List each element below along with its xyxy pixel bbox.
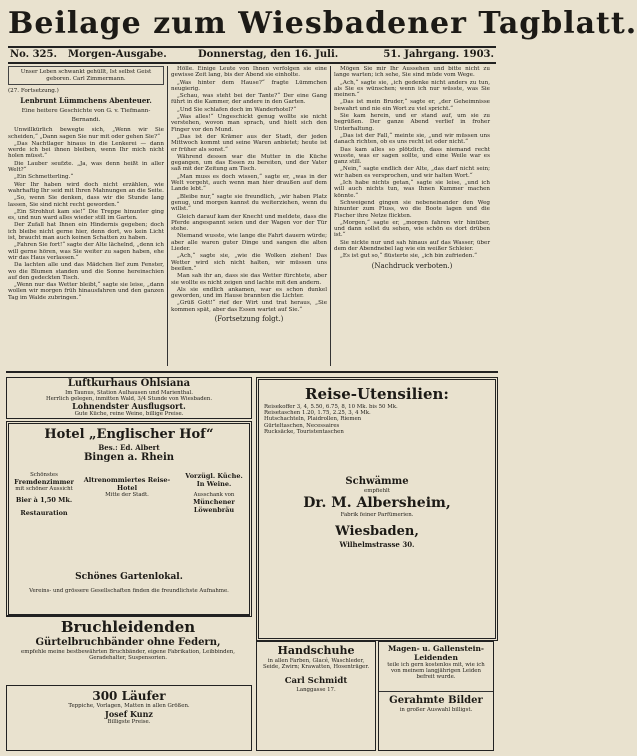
story-title: Lenbrunt Lümmchens Abenteuer. xyxy=(20,96,152,106)
paragraph: „Man muss es doch wissen,“ sagte er, „was in der Welt vorgeht, auch wenn man hier draußen auf dem Lande lebt.“ xyxy=(171,173,327,193)
ad-title: Handschuhe xyxy=(277,644,355,657)
ad-firm: Dr. M. Albersheim, xyxy=(303,495,451,512)
ad-firm-line: Fabrik feiner Parfümerien. xyxy=(340,512,414,519)
hotel-right-panel xyxy=(183,472,245,514)
ad-luftkurhaus xyxy=(6,377,252,419)
paragraph: „Ein Strohhut kam sie!“ Die Treppe hinunter ging es, und nun ward alles wieder still im Garten. xyxy=(8,208,164,222)
ad-title: Luftkurhaus Ohlsiana xyxy=(67,378,191,389)
ad-reise-utensilien xyxy=(256,377,498,641)
ad-line: Ausschank von xyxy=(193,492,235,498)
motto-box: Unser Leben schwankt gehüllt, Ist selbst Geist geboren. Carl Zimmermann. xyxy=(8,66,164,85)
ad-line: Im Taunus, Station Aulhausen und Marienthal. xyxy=(65,390,193,396)
ad-magen xyxy=(378,641,494,751)
ad-line: Reisekoffer 3, 4, 5.50, 6.75, 8, 10 Mk. bis 50 Mk. xyxy=(264,404,398,410)
ad-body: teile ich gern kostenlos mit, wie ich von meinem langjährigen Leiden befreit wurde. xyxy=(387,662,485,681)
ad-teppiche xyxy=(6,685,252,751)
paragraph: Gleich darauf kam der Knecht und meldete, dass die Pferde angespannt seien und der Wagen vor der Tür stehe. xyxy=(171,213,327,233)
paragraph: „Ich habe nichts getan,“ sagte sie leise, „und ich will auch nichts tun, was Ihnen Kummer machen könnte.“ xyxy=(334,180,490,199)
paragraph: Mögen Sie mir Ihr Aussehen und bitte nicht zu lange warten; ich sehe, Sie sind müde vom Wege. xyxy=(334,66,490,79)
ad-note: Billigste Preise. xyxy=(107,719,151,726)
story-subtitle: Eine heitere Geschichte von G. v. Tiefmann-Bernandi. xyxy=(21,108,151,124)
ad-title: Magen- u. Gallenstein-Leidenden xyxy=(387,644,485,662)
paragraph: „Was hinter dem Hause?“ fragte Lümmchen neugierig. xyxy=(171,79,327,92)
issue-date: Donnerstag, den 16. Juli. xyxy=(198,49,339,60)
ad-handschuhe xyxy=(256,641,376,751)
ad-place: Bingen a. Rhein xyxy=(83,452,175,463)
paragraph: „Was alles!“ Ungeschickt genug wollte sie nicht verstehen, wovon man sprach, und hielt sich den Finger vor den Mund. xyxy=(171,114,327,133)
ad-body: in allen Farben, Glacé, Waschleder, Seide, Zwirn; Krawatten, Hosenträger. xyxy=(262,658,370,671)
paragraph: Wer Ihr haben wird doch nicht erzählen, wie wahrhaftig Ihr seid mit Ihren Mahnungen an die Seite. xyxy=(8,181,164,194)
ad-line: mit schöner Aussicht xyxy=(15,486,73,493)
credit-note: (Nachdruck verboten.) xyxy=(371,261,453,270)
paragraph: „Schau, was steht bei der Tante?“ Der eine Gang führt in die Kammer, der andere in den Garten. xyxy=(171,93,327,106)
ad-slogan: Lohnendster Ausflugsort. xyxy=(72,401,186,412)
issue-number: No. 325. xyxy=(10,49,57,60)
paragraph: Während dessen war die Mutter in die Küche gegangen, um das Essen zu bereiten, und der Vater saß mit der Zeitung am Tisch. xyxy=(171,153,327,173)
ad-product: Gürtelbruchbänder ohne Federn, xyxy=(35,637,221,648)
volume-year: 51. Jahrgang. 1903. xyxy=(383,49,494,60)
paragraph: „Wenn nur das Wetter bleibt,“ sagte sie leise, „dann wollen wir morgen früh hinausfahren und den ganzen Tag im Walde zubringen.“ xyxy=(8,282,164,301)
paragraph: Sie kam herein, und er stand auf, um sie zu begrüßen. Der ganze Abend verlief in froher Unterhaltung. xyxy=(334,113,490,132)
ad-title: Hotel „Englischer Hof“ xyxy=(44,427,214,442)
ad-line: Rucksäcke, Touristentaschen xyxy=(264,428,344,435)
ad-address: Langgasse 17. xyxy=(296,687,336,694)
hotel-left-panel xyxy=(13,472,75,518)
paragraph: „Und Sie schlafen doch im Wanderhotel?“ xyxy=(177,106,297,113)
ad-sub: Gerahmte Bilder xyxy=(379,691,493,707)
paragraph: „Bleibe nur,“ sagte sie freundlich, „wir haben Platz genug, und morgen kannst du weiterziehen, wenn du willst.“ xyxy=(171,193,327,213)
edition-label: Morgen-Ausgabe. xyxy=(68,49,167,60)
paragraph: Hölle. Einige Leute von Ihnen verfolgen sie eine gewisse Zeit lang, bis der Abend sie einholte. xyxy=(171,66,327,79)
masthead-title: Beilage zum Wiesbadener Tagblatt. xyxy=(8,6,637,41)
ad-line: Bier à 1,50 Mk. xyxy=(15,496,73,505)
paragraph: „Ach,“ sagte sie, „wie die Wolken ziehen! Das Wetter wird sich nicht halten, wir müssen uns beeilen.“ xyxy=(171,253,327,272)
serial-reference: (27. Fortsetzung.) xyxy=(8,88,59,94)
paragraph: Schweigend gingen sie nebeneinander den Weg hinunter zum Fluss, wo die Boote lagen und die Fischer ihre Netze flickten. xyxy=(334,199,490,219)
paragraph: „Ach,“ sagte sie, „ich gedenke nicht anders zu tun, als Sie es wünschen; wenn ich nur wüsste, was Sie meinen.“ xyxy=(334,79,490,99)
column-rule xyxy=(330,66,331,366)
advertisement-section xyxy=(6,371,498,753)
ad-owner: Bes.: Ed. Albert xyxy=(98,443,160,452)
dateline xyxy=(8,46,496,64)
paragraph: „Morgen,“ sagte er, „morgen fahren wir hinüber, und dann sollst du sehen, wie schön es dort drüben ist.“ xyxy=(334,219,490,239)
ad-heading: Bruchleidenden xyxy=(60,618,196,636)
paragraph: Da lachten alle und das Mädchen lief zum Fenster, wo die Blumen standen und die Sonne hereinschien auf den gedeckten Tisch. xyxy=(8,262,164,281)
ad-hotel xyxy=(6,421,252,617)
ad-line: Fremdenzimmer xyxy=(14,478,74,487)
ad-line: Vorzügl. Küche. xyxy=(185,472,243,480)
paragraph: „So, wenn Sie denken, dass wir die Stunde lang lassen, Sie sind nicht recht geworden.“ xyxy=(8,195,164,208)
ad-sub: empfiehlt xyxy=(364,488,390,495)
ad-city: Wiesbaden, xyxy=(335,524,419,540)
paragraph: „Das ist der Fall,“ meinte sie, „und wir müssen uns danach richten, ob es uns recht ist oder nicht.“ xyxy=(334,132,490,146)
ad-footer: Vereins- und grössere Gesellschaften finden die freundlichste Aufnahme. xyxy=(29,588,229,594)
continued-note: (Fortsetzung folgt.) xyxy=(214,314,284,323)
ad-line: Gürteltaschen, Necessaires xyxy=(264,422,340,429)
hotel-middle-panel xyxy=(79,476,175,498)
paragraph: Sie nickte nur und sah hinaus auf das Wasser, über dem der Abendnebel lag wie ein weißer Schleier. xyxy=(334,239,490,253)
paragraph: „Grüß Gott!“ rief der Wirt und trat heraus, „Sie kommen spät, aber das Essen wartet auf Sie.“ xyxy=(171,300,327,313)
ad-body: empfehle meine bestbewährten Bruchbänder, eigene Fabrikation, Leibbinden, Geradehalter, Suspensorien. xyxy=(21,649,235,662)
column-1 xyxy=(8,66,164,366)
paragraph: „Es ist gut so,“ flüsterte sie, „ich bin zufrieden.“ xyxy=(340,253,477,260)
ad-note: Gute Küche, reine Weine, billige Preise. xyxy=(74,411,184,418)
ad-garden: Schönes Gartenlokal. xyxy=(75,572,183,582)
ad-line: Hutschachteln, Plaidrollen, Riemen xyxy=(264,416,362,423)
ad-bruchleidende xyxy=(6,615,250,682)
paragraph: Niemand wusste, wie lange die Fahrt dauern würde; aber alle waren guter Dinge und sangen die alten Lieder. xyxy=(171,233,327,253)
ad-line: Schönstes xyxy=(30,472,58,478)
ad-body: Teppiche, Vorlagen, Matten in allen Größen. xyxy=(68,703,190,709)
ad-line: Münchener Löwenbräu xyxy=(193,498,235,515)
ad-title: Reise-Utensilien: xyxy=(305,385,449,403)
column-3 xyxy=(334,66,490,366)
ad-line: Restauration xyxy=(20,509,68,518)
column-rule xyxy=(167,66,168,366)
paragraph: Man sah ihr an, dass sie das Wetter fürchtete, aber sie wollte es nicht zeigen und lachte mit den andern. xyxy=(171,273,327,286)
ad-address: Wilhelmstrasse 30. xyxy=(339,540,415,550)
column-2 xyxy=(171,66,327,366)
paragraph: „Das ist der Krämer aus der Stadt, der jeden Mittwoch kommt und seine Waren anbietet; heute ist er früher als sonst.“ xyxy=(171,133,327,153)
ad-firm: Josef Kunz xyxy=(105,709,153,720)
ad-line: Mitte der Stadt. xyxy=(105,492,149,498)
ad-line: Herrlich gelegen, inmitten Wald, 3/4 Stunde von Wiesbaden. xyxy=(45,396,213,403)
paragraph: „Das ist mein Bruder,“ sagte er, „der Geheimnisse bewahrt und nie ein Wort zu viel spricht.“ xyxy=(334,99,490,112)
paragraph: Der Zufall hat Ihnen ein Hindernis gegeben; doch ich bleibe nicht gerne hier, denn dort, wo kein Licht ist, braucht man auch keinen Schatten zu haben. xyxy=(8,222,164,242)
paragraph: „Das Nachtlager hinaus in die Lenkerei — dann werde ich bei ihnen bleiben, wenn Ihr mich nicht holen müsst.“ xyxy=(8,140,164,160)
ad-firm: Carl Schmidt xyxy=(284,676,348,687)
ad-line: In Weine. xyxy=(196,480,232,488)
ad-line: Reisetaschen 1.20, 1.75, 2.25, 3, 4 Mk. xyxy=(264,410,371,417)
ad-price: 300 Läufer xyxy=(92,689,166,703)
paragraph: Das kam alles so plötzlich, dass niemand recht wusste, was er sagen sollte, und eine Weile war es ganz still. xyxy=(334,146,490,166)
paragraph: „Ein Schmetterling.“ xyxy=(14,174,74,181)
paragraph: „Fahren Sie fort!“ sagte der Alte lächelnd, „denn ich will gerne hören, was Sie weiter zu sagen haben, ehe wir das Haus verlassen.“ xyxy=(8,242,164,261)
ad-sub: Schwämme xyxy=(345,476,409,488)
ad-sub-body: in großer Auswahl billigst. xyxy=(399,706,473,713)
paragraph: „Nein,“ sagte endlich der Alte, „das darf nicht sein; wir haben es versprochen, und wir halten Wort.“ xyxy=(334,166,490,179)
paragraph: Unwillkürlich bewegte sich, „Wenn wir Sie scheiden,“ „Dann sagen Sie nur mit oder gehen Sie?“ xyxy=(8,127,164,140)
paragraph: Als sie endlich ankamen, war es schon dunkel geworden, und im Hause brannten die Lichter. xyxy=(171,286,327,300)
ad-line: Altrenommiertes Reise-Hotel xyxy=(83,476,171,492)
paragraph: Die Lauber seufzte. „Ja, was denn heißt in aller Welt?“ xyxy=(8,160,164,174)
